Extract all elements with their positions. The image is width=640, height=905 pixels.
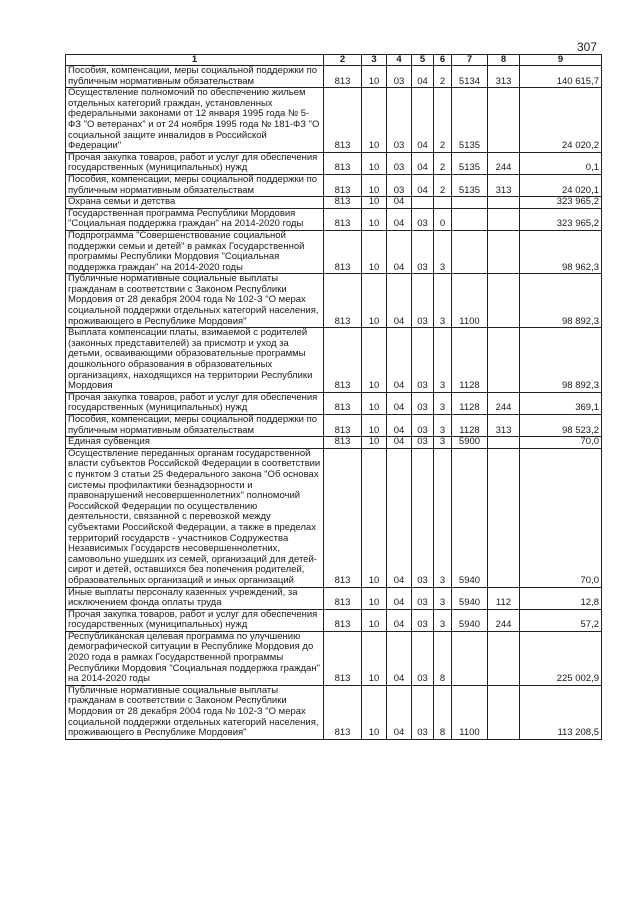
subprogram-cell: 2	[434, 152, 452, 174]
section-cell: 10	[362, 208, 387, 230]
target-cell: 5900	[452, 437, 488, 449]
expense-type-cell	[488, 685, 520, 739]
subsection-cell: 04	[387, 609, 412, 631]
expense-type-cell	[488, 631, 520, 685]
code-cell: 813	[324, 685, 362, 739]
subsection-cell: 03	[387, 152, 412, 174]
expense-type-cell	[488, 328, 520, 393]
code-cell: 813	[324, 587, 362, 609]
subprogram-cell: 3	[434, 392, 452, 414]
code-cell: 813	[324, 88, 362, 153]
subprogram-cell: 2	[434, 174, 452, 196]
subsection-cell: 04	[387, 587, 412, 609]
row-name-cell: Прочая закупка товаров, работ и услуг для обеспечения государственных (муниципальных) нужд	[66, 152, 324, 174]
code-cell: 813	[324, 152, 362, 174]
column-header: 8	[488, 55, 520, 66]
program-cell: 04	[412, 66, 434, 88]
amount-cell: 225 002,9	[520, 631, 602, 685]
table-header-row	[66, 55, 602, 66]
program-cell: 03	[412, 208, 434, 230]
target-cell: 5940	[452, 609, 488, 631]
row-name-cell: Осуществление переданных органам государственной власти субъектов Российской Федерации в соответствии с пунктом 3 статьи 25 Федерального закона "Об основах системы профилактики безнадзорности и правонарушений несовершеннолетних" полномочий Российской Федерации по осуществлению деятельности, связанной с перевозкой между субъектами Российской Федерации, а также в пределах территорий государств - участников Содружества Независимых Государств несовершеннолетних, самовольно ушедших из семей, организаций для детей-сирот и детей, оставшихся без попечения родителей, образовательных организаций и иных организаций	[66, 448, 324, 587]
code-cell: 813	[324, 392, 362, 414]
section-cell: 10	[362, 609, 387, 631]
section-cell: 10	[362, 152, 387, 174]
row-name-cell: Публичные нормативные социальные выплаты гражданам в соответствии с Законом Республики Мордовия от 28 декабря 2004 года № 102-З "О мерах социальной поддержки отдельных категорий населения, проживающего в Республике Мордовия"	[66, 274, 324, 328]
code-cell: 813	[324, 197, 362, 209]
code-cell: 813	[324, 328, 362, 393]
table-row	[66, 392, 602, 414]
program-cell	[412, 197, 434, 209]
target-cell	[452, 208, 488, 230]
subprogram-cell: 3	[434, 415, 452, 437]
expense-type-cell	[488, 88, 520, 153]
program-cell: 04	[412, 174, 434, 196]
subprogram-cell: 3	[434, 609, 452, 631]
section-cell: 10	[362, 392, 387, 414]
program-cell: 03	[412, 587, 434, 609]
subsection-cell: 04	[387, 415, 412, 437]
subsection-cell: 04	[387, 392, 412, 414]
column-header: 2	[324, 55, 362, 66]
section-cell: 10	[362, 174, 387, 196]
table-row	[66, 208, 602, 230]
subsection-cell: 04	[387, 230, 412, 273]
subsection-cell: 03	[387, 174, 412, 196]
row-name-cell: Единая субвенция	[66, 437, 324, 449]
code-cell: 813	[324, 609, 362, 631]
row-name-cell: Выплата компенсации платы, взимаемой с родителей (законных представителей) за присмотр и уход за детьми, осваивающими образовательные программы дошкольного образования в образовательных организациях, находящихся на территории Республики Мордовия	[66, 328, 324, 393]
target-cell: 5135	[452, 174, 488, 196]
row-name-cell: Государственная программа Республики Мордовия "Социальная поддержка граждан" на 2014-2020 годы	[66, 208, 324, 230]
section-cell: 10	[362, 415, 387, 437]
table-row	[66, 437, 602, 449]
subprogram-cell: 3	[434, 448, 452, 587]
section-cell: 10	[362, 328, 387, 393]
section-cell: 10	[362, 631, 387, 685]
budget-table	[65, 54, 602, 740]
row-name-cell: Прочая закупка товаров, работ и услуг для обеспечения государственных (муниципальных) нужд	[66, 609, 324, 631]
subsection-cell: 04	[387, 631, 412, 685]
target-cell: 1128	[452, 328, 488, 393]
column-header: 3	[362, 55, 387, 66]
subsection-cell: 04	[387, 208, 412, 230]
code-cell: 813	[324, 230, 362, 273]
subprogram-cell: 2	[434, 88, 452, 153]
subsection-cell: 04	[387, 685, 412, 739]
code-cell: 813	[324, 208, 362, 230]
subsection-cell: 04	[387, 328, 412, 393]
amount-cell: 24 020,1	[520, 174, 602, 196]
row-name-cell: Осуществление полномочий по обеспечению жильем отдельных категорий граждан, установленных федеральными законами от 12 января 1995 года № 5-ФЗ "О ветеранах" и от 24 ноября 1995 года № 181-ФЗ "О социальной защите инвалидов в Российской Федерации"	[66, 88, 324, 153]
subprogram-cell	[434, 197, 452, 209]
amount-cell: 98 962,3	[520, 230, 602, 273]
target-cell: 5134	[452, 66, 488, 88]
subprogram-cell: 3	[434, 328, 452, 393]
expense-type-cell	[488, 437, 520, 449]
target-cell: 1128	[452, 415, 488, 437]
amount-cell: 0,1	[520, 152, 602, 174]
expense-type-cell: 244	[488, 392, 520, 414]
subprogram-cell: 3	[434, 587, 452, 609]
expense-type-cell: 313	[488, 66, 520, 88]
expense-type-cell	[488, 208, 520, 230]
amount-cell: 70,0	[520, 437, 602, 449]
table-row	[66, 197, 602, 209]
target-cell: 1100	[452, 685, 488, 739]
amount-cell: 12,8	[520, 587, 602, 609]
table-row	[66, 66, 602, 88]
target-cell: 5135	[452, 152, 488, 174]
expense-type-cell	[488, 230, 520, 273]
amount-cell: 98 523,2	[520, 415, 602, 437]
amount-cell: 57,2	[520, 609, 602, 631]
column-header: 1	[66, 55, 324, 66]
amount-cell: 24 020,2	[520, 88, 602, 153]
section-cell: 10	[362, 437, 387, 449]
subprogram-cell: 3	[434, 437, 452, 449]
program-cell: 04	[412, 88, 434, 153]
row-name-cell: Пособия, компенсации, меры социальной поддержки по публичным нормативным обязательствам	[66, 174, 324, 196]
target-cell: 5135	[452, 88, 488, 153]
program-cell: 03	[412, 448, 434, 587]
subprogram-cell: 2	[434, 66, 452, 88]
table-row	[66, 152, 602, 174]
row-name-cell: Подпрограмма "Совершенствование социальной поддержки семьи и детей" в рамках Государственной программы Республики Мордовия "Социальная поддержка граждан" на 2014-2020 годы	[66, 230, 324, 273]
code-cell: 813	[324, 174, 362, 196]
subsection-cell: 04	[387, 274, 412, 328]
subprogram-cell: 0	[434, 208, 452, 230]
code-cell: 813	[324, 437, 362, 449]
amount-cell: 70,0	[520, 448, 602, 587]
target-cell: 5940	[452, 587, 488, 609]
row-name-cell: Республиканская целевая программа по улучшению демографической ситуации в Республике Мордовия до 2020 года в рамках Государственной программы Республики Мордовия "Социальная поддержка граждан" на 2014-2020 годы	[66, 631, 324, 685]
section-cell: 10	[362, 88, 387, 153]
section-cell: 10	[362, 230, 387, 273]
expense-type-cell: 244	[488, 609, 520, 631]
expense-type-cell: 313	[488, 174, 520, 196]
subsection-cell: 04	[387, 448, 412, 587]
row-name-cell: Иные выплаты персоналу казенных учреждений, за исключением фонда оплаты труда	[66, 587, 324, 609]
program-cell: 03	[412, 415, 434, 437]
program-cell: 03	[412, 437, 434, 449]
column-header: 6	[434, 55, 452, 66]
amount-cell: 369,1	[520, 392, 602, 414]
target-cell: 1100	[452, 274, 488, 328]
subsection-cell: 03	[387, 88, 412, 153]
section-cell: 10	[362, 274, 387, 328]
program-cell: 03	[412, 609, 434, 631]
target-cell	[452, 631, 488, 685]
amount-cell: 113 208,5	[520, 685, 602, 739]
section-cell: 10	[362, 66, 387, 88]
expense-type-cell: 313	[488, 415, 520, 437]
expense-type-cell: 112	[488, 587, 520, 609]
program-cell: 03	[412, 274, 434, 328]
section-cell: 10	[362, 197, 387, 209]
table-row	[66, 631, 602, 685]
row-name-cell: Охрана семьи и детства	[66, 197, 324, 209]
program-cell: 03	[412, 631, 434, 685]
section-cell: 10	[362, 587, 387, 609]
row-name-cell: Пособия, компенсации, меры социальной поддержки по публичным нормативным обязательствам	[66, 66, 324, 88]
table-row	[66, 685, 602, 739]
code-cell: 813	[324, 274, 362, 328]
subprogram-cell: 3	[434, 274, 452, 328]
target-cell: 5940	[452, 448, 488, 587]
subprogram-cell: 8	[434, 631, 452, 685]
column-header: 4	[387, 55, 412, 66]
column-header: 9	[520, 55, 602, 66]
subprogram-cell: 8	[434, 685, 452, 739]
table-row	[66, 415, 602, 437]
table-row	[66, 448, 602, 587]
amount-cell: 98 892,3	[520, 274, 602, 328]
expense-type-cell	[488, 274, 520, 328]
program-cell: 03	[412, 230, 434, 273]
amount-cell: 98 892,3	[520, 328, 602, 393]
program-cell: 03	[412, 328, 434, 393]
target-cell	[452, 197, 488, 209]
table-row	[66, 328, 602, 393]
table-row	[66, 274, 602, 328]
expense-type-cell: 244	[488, 152, 520, 174]
column-header: 7	[452, 55, 488, 66]
subprogram-cell: 3	[434, 230, 452, 273]
subsection-cell: 04	[387, 197, 412, 209]
code-cell: 813	[324, 448, 362, 587]
program-cell: 03	[412, 392, 434, 414]
expense-type-cell	[488, 448, 520, 587]
table-row	[66, 174, 602, 196]
section-cell: 10	[362, 685, 387, 739]
target-cell	[452, 230, 488, 273]
table-body	[66, 66, 602, 740]
amount-cell: 323 965,2	[520, 208, 602, 230]
program-cell: 04	[412, 152, 434, 174]
code-cell: 813	[324, 66, 362, 88]
code-cell: 813	[324, 631, 362, 685]
table-row	[66, 587, 602, 609]
target-cell: 1128	[452, 392, 488, 414]
row-name-cell: Пособия, компенсации, меры социальной поддержки по публичным нормативным обязательствам	[66, 415, 324, 437]
code-cell: 813	[324, 415, 362, 437]
program-cell: 03	[412, 685, 434, 739]
section-cell: 10	[362, 448, 387, 587]
subsection-cell: 03	[387, 66, 412, 88]
amount-cell: 140 615,7	[520, 66, 602, 88]
table-row	[66, 609, 602, 631]
subsection-cell: 04	[387, 437, 412, 449]
expense-type-cell	[488, 197, 520, 209]
table-row	[66, 88, 602, 153]
table-row	[66, 230, 602, 273]
column-header: 5	[412, 55, 434, 66]
page-number: 307	[577, 40, 598, 54]
row-name-cell: Прочая закупка товаров, работ и услуг для обеспечения государственных (муниципальных) нужд	[66, 392, 324, 414]
row-name-cell: Публичные нормативные социальные выплаты гражданам в соответствии с Законом Республики Мордовия от 28 декабря 2004 года № 102-З "О мерах социальной поддержки отдельных категорий населения, проживающего в Республике Мордовия"	[66, 685, 324, 739]
amount-cell: 323 965,2	[520, 197, 602, 209]
